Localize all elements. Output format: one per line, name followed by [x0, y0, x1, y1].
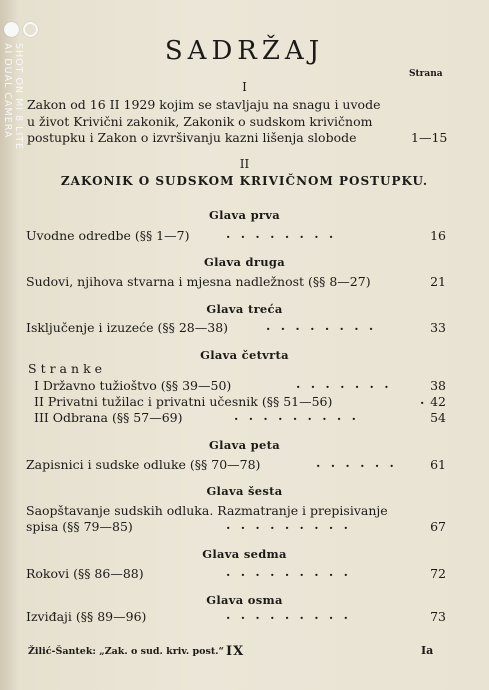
toc-entry-6 [26, 519, 446, 535]
toc-entry-page: 67 [430, 519, 446, 534]
dot-leader: . . . . . . [316, 455, 397, 470]
toc-entry-2 [26, 274, 446, 290]
watermark-line-2: AI DUAL CAMERA [2, 43, 13, 139]
toc-entry-page: 54 [430, 410, 446, 425]
toc-entry-page: 42 [430, 394, 446, 409]
dot-leader: . [420, 392, 428, 407]
toc-entry-title: Izviđaji (§§ 89—96) [26, 609, 147, 624]
intro-entry [27, 97, 417, 147]
toc-entry-8 [26, 609, 446, 625]
dot-leader: . . . . . . . . . [226, 517, 351, 532]
chapter-heading-5: Glava peta [209, 438, 280, 452]
intro-line-1: Zakon od 16 II 1929 kojim se stavljaju na snagu i uvode [27, 97, 381, 112]
dot-leader: . . . . . . . . . [234, 408, 359, 423]
footer-page-number: IX [226, 644, 245, 659]
section-numeral-2: II [239, 157, 250, 171]
toc-entry-page: 72 [430, 566, 446, 581]
toc-entry-page: 61 [430, 457, 446, 472]
intro-page-range: 1—15 [411, 130, 448, 145]
toc-entry-1 [26, 228, 446, 244]
toc-entry-title: Sudovi, njihova stvarna i mjesna nadležnost (§§ 8—27) [26, 274, 371, 289]
watermark-line-1: SHOT ON MI 8 LITE [13, 43, 24, 151]
part-heading: ZAKONIK O SUDSKOM KRIVIČNOM POSTUPKU. [60, 174, 429, 188]
chapter-heading-7: Glava sedma [202, 547, 287, 561]
toc-entry-3 [26, 320, 446, 336]
toc-entry-page: 38 [430, 378, 446, 393]
toc-entry-title: spisa (§§ 79—85) [26, 519, 133, 534]
chapter-heading-3: Glava treća [206, 302, 283, 316]
toc-entry-6-line-1 [26, 503, 416, 519]
intro-line-2: u život Krivični zakonik, Zakonik o sudskom krivičnom [27, 113, 373, 129]
chapter-heading-6: Glava šesta [206, 484, 283, 498]
toc-entry-title: III Odbrana (§§ 57—69) [34, 410, 183, 425]
stranke-subheading: Stranke [28, 361, 107, 376]
intro-line-3: postupku i Zakon o izvršivanju kazni lišenja slobode [27, 130, 357, 145]
toc-entry-4-1 [34, 378, 446, 394]
chapter-heading-8: Glava osma [206, 593, 283, 607]
toc-entry-page: 16 [430, 228, 446, 243]
section-numeral-1: I [242, 80, 247, 94]
toc-entry-5 [26, 457, 446, 473]
toc-entry-title: II Privatni tužilac i privatni učesnik (§§ 51—56) [34, 394, 333, 409]
toc-entry-7 [26, 566, 446, 582]
toc-entry-title: I Državno tužioštvo (§§ 39—50) [34, 378, 232, 393]
toc-entry-title: Rokovi (§§ 86—88) [26, 566, 144, 581]
chapter-heading-2: Glava druga [203, 255, 286, 269]
dot-leader: . . . . . . . [296, 376, 392, 391]
page-title: SADRŽAJ [164, 36, 325, 66]
dot-leader: . . . . . . . . . [226, 564, 351, 579]
footer-sheet-mark: Ia [421, 644, 434, 657]
toc-entry-page: 21 [430, 274, 446, 289]
toc-entry-title: Isključenje i izuzeće (§§ 28—38) [26, 320, 229, 335]
toc-entry-title: Saopštavanje sudskih odluka. Razmatranje i prepisivanje [26, 503, 388, 518]
chapter-heading-4: Glava četvrta [200, 348, 289, 362]
chapter-heading-1: Glava prva [208, 208, 280, 222]
toc-entry-page: 33 [430, 320, 446, 335]
toc-entry-page: 73 [430, 609, 446, 624]
dot-leader: . . . . . . . . [226, 226, 337, 241]
toc-entry-title: Zapisnici i sudske odluke (§§ 70—78) [26, 457, 261, 472]
dot-leader: . . . . . . . . [266, 318, 377, 333]
toc-entry-title: Uvodne odredbe (§§ 1—7) [26, 228, 190, 243]
footer-signature: Žilić-Šantek: „Zak. o sud. kriv. post.“ [28, 646, 225, 657]
dot-leader: . . . . . . . . . [226, 607, 351, 622]
watermark-logo-icon [4, 22, 38, 37]
strana-label: Strana [409, 69, 443, 79]
toc-entry-4-3 [34, 410, 446, 426]
